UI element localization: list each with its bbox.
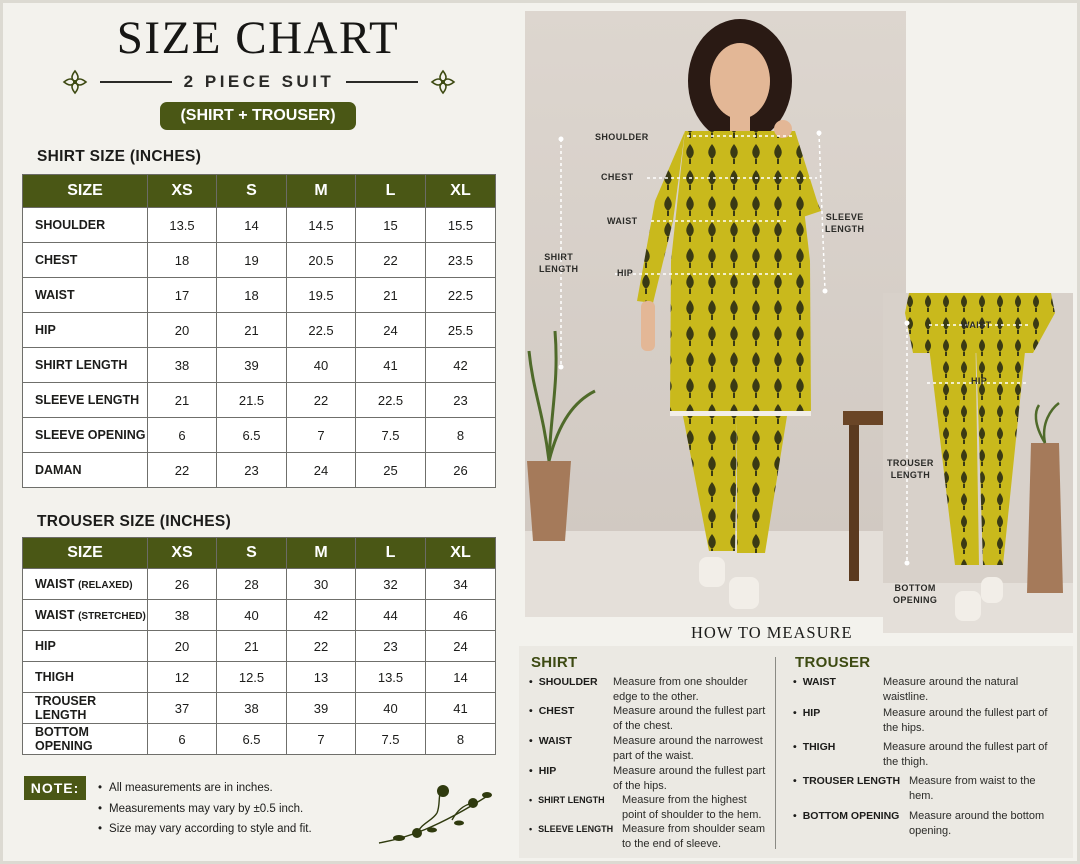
size-value: 18 [148,243,217,278]
table-row [23,724,496,755]
table-header: XL [426,538,496,569]
table-header: L [356,538,426,569]
measure-key: • THIGH [793,740,835,755]
subtitle-row [55,65,463,99]
row-label: SLEEVE OPENING [23,418,148,453]
measure-desc: Measure around the narrowest part of the waist. [613,735,763,762]
table-header: XS [148,538,217,569]
size-value: 41 [426,693,496,724]
size-value: 38 [148,348,217,383]
size-value: 22 [356,243,426,278]
shirt-length-label: SHIRT LENGTH [539,252,579,274]
table-row [23,600,496,631]
size-value: 20 [148,313,217,348]
size-value: 24 [356,313,426,348]
size-value: 22 [148,453,217,488]
measure-desc: Measure from shoulder seam to the end of sleeve. [622,823,766,850]
shirt-measure-heading: SHIRT [531,654,578,671]
divider-line [100,81,172,83]
row-label-text: WAIST [35,608,75,622]
size-value: 7.5 [356,724,426,755]
trouser-section-title: TROUSER SIZE (INCHES) [37,513,232,530]
page-title: SIZE CHART [116,12,400,64]
measure-desc: Measure around the fullest part of the thigh. [883,741,1048,768]
model-illustration [525,11,906,617]
notes-list [98,778,312,840]
row-label-text: WAIST [35,577,75,591]
row-label-suffix: (STRETCHED) [78,611,146,622]
size-value: 21 [217,631,287,662]
size-value: 17 [148,278,217,313]
table-row [23,383,496,418]
shirt-section-title: SHIRT SIZE (INCHES) [37,148,202,165]
row-label: SHIRT LENGTH [23,348,148,383]
measure-desc: Measure from one shoulder edge to the other. [613,676,748,703]
measure-key: • SLEEVE LENGTH [529,822,613,837]
size-value: 7.5 [356,418,426,453]
trouser-measure-heading: TROUSER [795,654,871,671]
table-header: SIZE [23,175,148,208]
size-value: 21 [148,383,217,418]
row-label: SHOULDER [23,208,148,243]
row-label: SLEEVE LENGTH [23,383,148,418]
measure-desc: Measure around the fullest part of the hips. [883,707,1048,734]
size-value: 15.5 [426,208,496,243]
size-value: 12 [148,662,217,693]
size-value: 40 [287,348,356,383]
size-value: 25.5 [426,313,496,348]
trouser-size-table [22,537,496,755]
shoulder-label: SHOULDER [595,132,649,142]
size-value: 23 [356,631,426,662]
size-value: 40 [356,693,426,724]
row-label [23,662,148,693]
measure-key: • WAIST [793,675,836,690]
size-value: 42 [287,600,356,631]
measure-key: • TROUSER LENGTH [793,774,900,789]
size-value: 13 [287,662,356,693]
sleeve-length-label: SLEEVE LENGTH [825,212,865,234]
row-label-suffix: (RELAXED) [78,580,133,591]
size-value: 44 [356,600,426,631]
size-value: 18 [217,278,287,313]
row-label: WAIST [23,278,148,313]
size-value: 37 [148,693,217,724]
row-label: HIP [23,313,148,348]
model-photo [525,11,906,617]
size-value: 6 [148,724,217,755]
measure-key: • BOTTOM OPENING [793,809,899,824]
size-value: 14.5 [287,208,356,243]
size-value: 23.5 [426,243,496,278]
size-value: 25 [356,453,426,488]
row-label [23,724,148,755]
table-header: S [217,175,287,208]
size-value: 38 [148,600,217,631]
size-value: 13.5 [148,208,217,243]
size-value: 34 [426,569,496,600]
table-row [23,453,496,488]
size-value: 14 [217,208,287,243]
size-value: 6 [148,418,217,453]
row-label [23,600,148,631]
size-value: 39 [287,693,356,724]
size-value: 22 [287,383,356,418]
size-value: 14 [426,662,496,693]
floral-decoration-icon [377,783,495,853]
trouser-hip-label: HIP [971,376,988,386]
measure-key: • SHOULDER [529,675,598,690]
size-value: 22 [287,631,356,662]
divider-line [346,81,418,83]
measure-desc: Measure around the natural waistline. [883,676,1019,703]
row-label-text: HIP [35,639,56,653]
size-value: 32 [356,569,426,600]
size-value: 22.5 [287,313,356,348]
waist-label: WAIST [607,216,638,226]
size-value: 24 [426,631,496,662]
how-to-measure-title: HOW TO MEASURE [691,623,853,642]
table-header: M [287,175,356,208]
floral-ornament-icon [430,69,456,95]
size-value: 38 [217,693,287,724]
measure-key: • HIP [793,706,820,721]
size-value: 22.5 [426,278,496,313]
table-row [23,693,496,724]
size-value: 22.5 [356,383,426,418]
table-header: L [356,175,426,208]
row-label [23,693,148,724]
table-row [23,418,496,453]
size-value: 7 [287,418,356,453]
size-value: 7 [287,724,356,755]
note-item: • All measurements are in inches. [98,778,312,799]
row-label-text: BOTTOM OPENING [35,725,93,753]
size-value: 15 [356,208,426,243]
measure-key: • HIP [529,764,556,779]
table-row [23,208,496,243]
divider [775,657,776,849]
floral-ornament-icon [62,69,88,95]
size-value: 28 [217,569,287,600]
table-header: M [287,538,356,569]
shirt-size-table [22,174,496,488]
size-value: 21.5 [217,383,287,418]
measure-key: • SHIRT LENGTH [529,793,605,808]
size-value: 13.5 [356,662,426,693]
size-value: 20 [148,631,217,662]
size-value: 24 [287,453,356,488]
row-label-text: TROUSER LENGTH [35,694,97,722]
table-row [23,631,496,662]
note-badge: NOTE: [24,776,86,800]
size-value: 41 [356,348,426,383]
size-value: 20.5 [287,243,356,278]
size-value: 21 [217,313,287,348]
size-value: 26 [148,569,217,600]
table-header: SIZE [23,538,148,569]
table-row [23,569,496,600]
table-row [23,278,496,313]
size-value: 8 [426,418,496,453]
size-value: 39 [217,348,287,383]
suit-type-badge: (SHIRT + TROUSER) [160,102,356,130]
note-item: • Measurements may vary by ±0.5 inch. [98,799,312,820]
trouser-length-label: TROUSER LENGTH [887,458,934,480]
size-value: 8 [426,724,496,755]
size-value: 6.5 [217,418,287,453]
table-header: S [217,538,287,569]
bottom-opening-label: BOTTOM OPENING [893,583,938,605]
size-value: 42 [426,348,496,383]
size-value: 23 [217,453,287,488]
trouser-photo [883,293,1073,633]
size-value: 26 [426,453,496,488]
row-label-text: THIGH [35,670,74,684]
measure-key: • CHEST [529,704,574,719]
hip-label: HIP [617,268,634,278]
table-header: XL [426,175,496,208]
size-value: 23 [426,383,496,418]
trouser-waist-label: WAIST [961,320,992,330]
size-value: 46 [426,600,496,631]
row-label [23,569,148,600]
measure-desc: Measure around the bottom opening. [909,810,1045,837]
measure-desc: Measure around the fullest part of the chest. [613,705,766,732]
measure-desc: Measure from the highest point of shoulder to the hem. [622,794,762,821]
table-row [23,313,496,348]
table-row [23,243,496,278]
size-value: 6.5 [217,724,287,755]
size-value: 12.5 [217,662,287,693]
note-item: • Size may vary according to style and fit. [98,819,312,840]
size-value: 40 [217,600,287,631]
subtitle: 2 PIECE SUIT [183,72,335,91]
row-label [23,631,148,662]
size-value: 19.5 [287,278,356,313]
table-row [23,348,496,383]
row-label: DAMAN [23,453,148,488]
table-row [23,662,496,693]
size-value: 30 [287,569,356,600]
size-value: 21 [356,278,426,313]
size-value: 19 [217,243,287,278]
table-header: XS [148,175,217,208]
chest-label: CHEST [601,172,634,182]
measure-key: • WAIST [529,734,572,749]
measure-desc: Measure around the fullest part of the hips. [613,765,766,792]
measure-desc: Measure from waist to the hem. [909,775,1036,802]
row-label: CHEST [23,243,148,278]
